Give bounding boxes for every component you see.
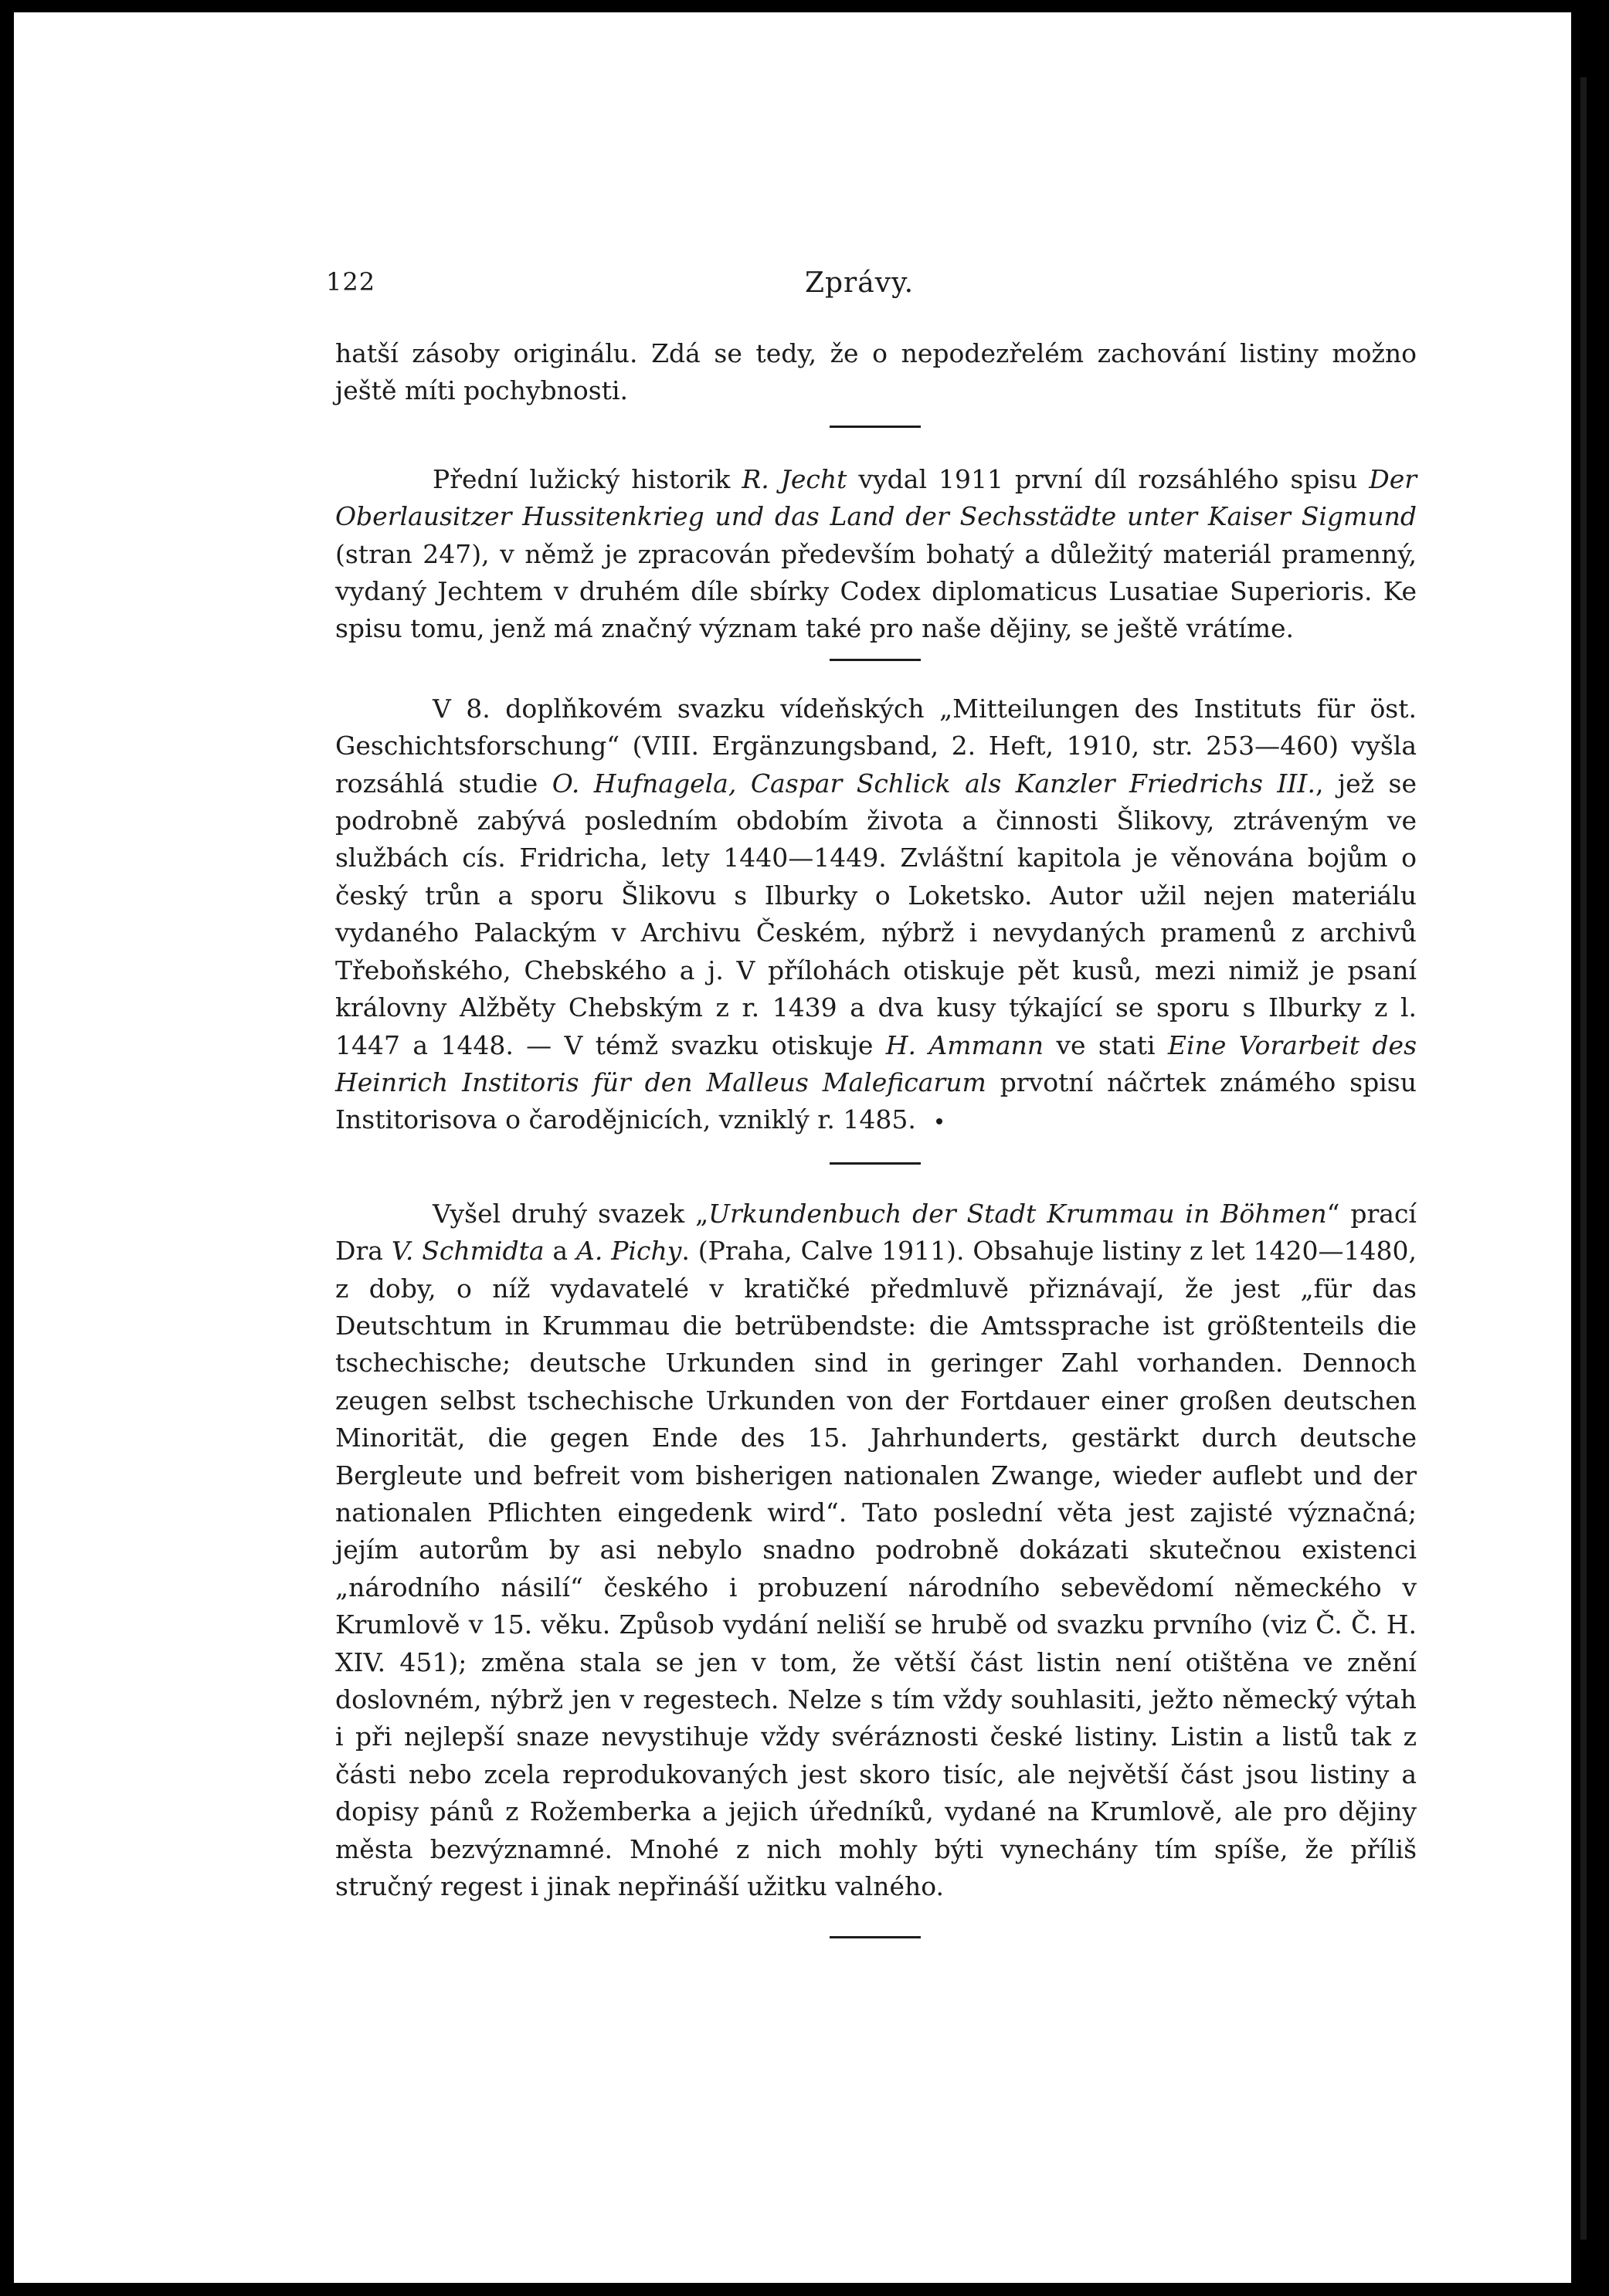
- running-head: [14, 267, 1571, 307]
- paragraph-4-text: “ prací Dra: [335, 1198, 1417, 1267]
- book-title: Eine Vorarbeit des Heinrich Institoris für den Malleus Maleficarum: [335, 1029, 1417, 1097]
- paragraph-4-text: a: [544, 1236, 576, 1267]
- scan-edge-line: [1580, 77, 1587, 2240]
- author-name: A. Pichy: [576, 1236, 682, 1267]
- page: [14, 12, 1571, 2283]
- section-divider: [830, 659, 921, 661]
- running-title: Zprávy.: [805, 267, 915, 299]
- paragraph-3: [335, 690, 1417, 1139]
- author-name: V. Schmidta: [391, 1236, 545, 1267]
- section-divider: [830, 1936, 921, 1938]
- bullet-mark: [936, 1118, 942, 1124]
- author-name: O. Hufnagela,: [552, 768, 737, 799]
- book-title: Der Oberlausitzer Hussitenkrieg und das Land der Sechsstädte unter Kaiser Sigmund: [335, 463, 1417, 532]
- paragraph-3-text: V 8. doplňkovém svazku vídeňských „Mitteilungen des Instituts für öst. Geschichtsforschung“ (VIII. Ergänzungsband, 2. Heft, 1910, str. 253—460) vyšla rozsáhlá studie: [335, 693, 1417, 799]
- article-body: [335, 335, 1417, 1938]
- paragraph-3-text: , jež se podrobně zabývá posledním obdobím života a činnosti Šlikovy, ztráveným ve službách cís. Fridricha, lety 1440—1449. Zvláštní kapitola je věnována bojům o český trůn a sporu Šlikovu s Ilburky o Loketsko. Autor užil nejen materiálu vydaného Palackým v Archivu Českém, nýbrž i nevydaných pramenů z archivů Třeboňského, Chebského a j. V přílohách otiskuje pět kusů, mezi nimiž je psaní královny Alžběty Chebským z r. 1439 a dva kusy týkající se sporu s Ilburky z l. 1447 a 1448. — V témž svazku otiskuje: [335, 768, 1417, 1060]
- paragraph-3-text: prvotní náčrtek známého spisu Institorisova o čarodějnicích, vzniklý r. 1485.: [335, 1067, 1417, 1135]
- paragraph-2: [335, 461, 1417, 648]
- paragraph-1-text: hatší zásoby originálu. Zdá se tedy, že o nepodezřelém zachování listiny možno ještě míti pochybnosti.: [335, 338, 1417, 406]
- paragraph-4-text: Vyšel druhý svazek „: [433, 1198, 709, 1229]
- book-title: Urkundenbuch der Stadt Krummau in Böhmen: [708, 1198, 1327, 1229]
- author-name: R. Jecht: [742, 463, 847, 494]
- paragraph-2-text: vydal 1911 první díl rozsáhlého spisu: [847, 463, 1370, 494]
- author-name: H. Ammann: [885, 1029, 1044, 1060]
- section-divider: [830, 1162, 921, 1165]
- paragraph-3-text: ve stati: [1044, 1029, 1168, 1060]
- section-divider: [830, 426, 921, 428]
- paragraph-2-text: Přední lužický historik: [433, 463, 742, 494]
- book-title: Caspar Schlick als Kanzler Friedrichs III.: [750, 768, 1315, 799]
- paragraph-4-text: . (Praha, Calve 1911). Obsahuje listiny z let 1420—1480, z doby, o níž vydavatelé v kratičké předmluvě přiznávají, že jest „für das Deutschtum in Krummau die betrübendste: die Amtssprache ist größtenteils die tschechische; deutsche Urkunden sind in geringer Zahl vorhanden. Dennoch zeugen selbst tschechische Urkunden von der Fortdauer einer großen deutschen Minorität, die gegen Ende des 15. Jahrhunderts, gestärkt durch deutsche Bergleute und befreit vom bisherigen nationalen Zwange, wieder auflebt und der nationalen Pflichten eingedenk wird“. Tato poslední věta jest zajisté význačná; jejím autorům by asi nebylo snadno podrobně dokázati skutečnou existenci „národního násilí“ českého i probuzení národního sebevědomí německého v Krumlově v 15. věku. Způsob vydání neliší se hrubě od svazku prvního (viz Č. Č. H. XIV. 451); změna stala se jen v tom, že větší část listin není otištěna ve znění doslovném, nýbrž jen v regestech. Nelze s tím vždy souhlasiti, ježto německý výtah i při nejlepší snaze nevystihuje vždy svéráznosti české listiny. Listin a listů tak z části nebo zcela reprodukovaných jest skoro tisíc, ale největší část jsou listiny a dopisy pánů z Rožemberka a jejich úředníků, vydané na Krumlově, ale pro dějiny města bezvýznamné. Mnohé z nich mohly býti vynechány tím spíše, že příliš stručný regest i jinak nepřináší užitku valného.: [335, 1236, 1417, 1902]
- page-number: 122: [326, 267, 376, 297]
- paragraph-2-text: (stran 247), v němž je zpracován především bohatý a důležitý materiál pramenný, vydaný Jechtem v druhém díle sbírky Codex diplomaticus Lusatiae Superioris. Ke spisu tomu, jenž má značný význam také pro naše dějiny, se ještě vrátíme.: [335, 538, 1417, 644]
- paragraph-1: [335, 335, 1417, 410]
- scan-border-right: [1571, 12, 1609, 2283]
- paragraph-4: [335, 1195, 1417, 1906]
